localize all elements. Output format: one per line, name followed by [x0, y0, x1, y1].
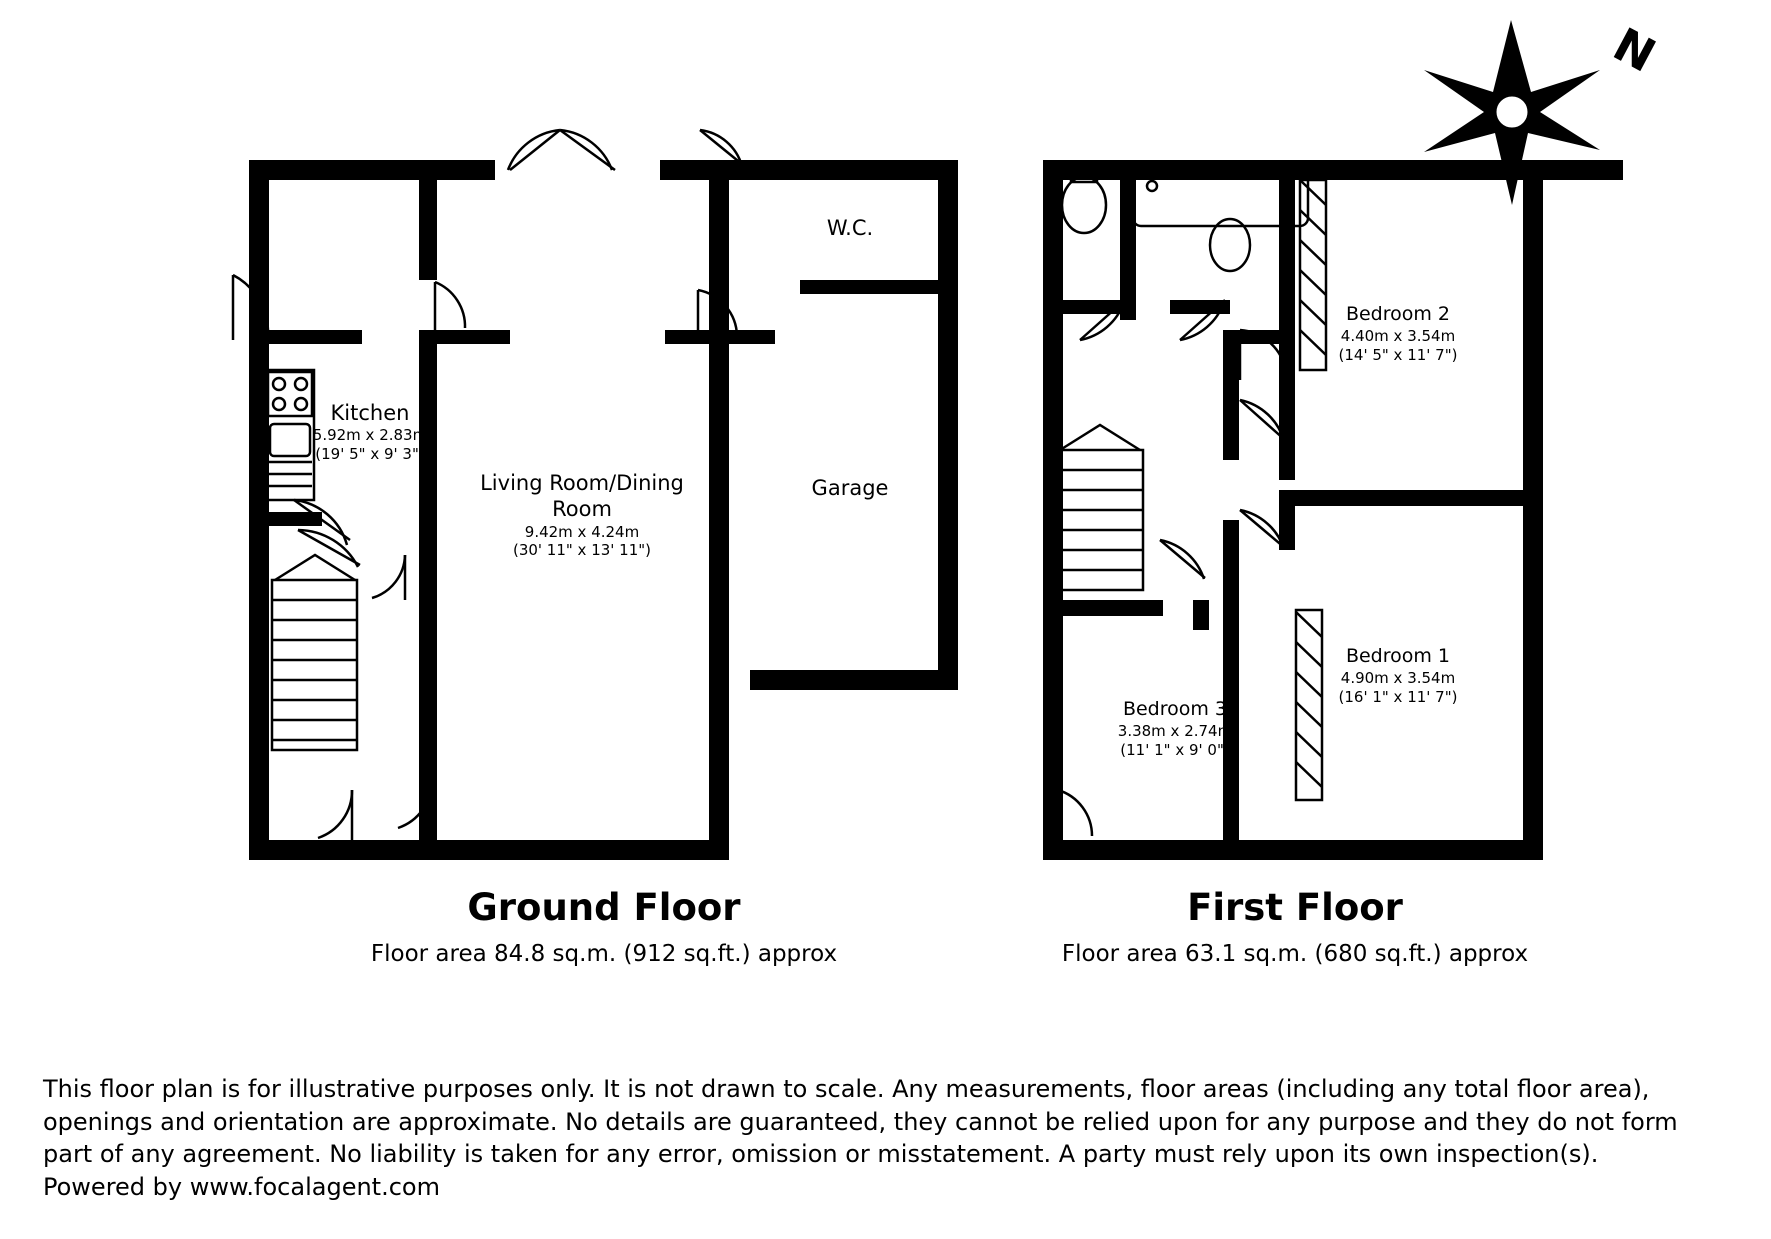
disclaimer-text: This floor plan is for illustrative purposes only. It is not drawn to scale. Any measurements, floor areas (including any total floor area), openings and orientation are approximate. No details are guaranteed, they cannot be relied upon for any purpose and they do not form part of any agreement. No liability is taken for any error, omission or misstatement. A party must rely upon its own inspection(s). — [43, 1075, 1678, 1169]
room-dim-bedroom-3-imperial: (11' 1" x 9' 0") — [1120, 740, 1230, 759]
door-arc-kitchen — [435, 282, 465, 328]
room-dim-living-metric: 9.42m x 4.24m — [524, 522, 640, 541]
disclaimer-block — [43, 1073, 1733, 1204]
door-leaf-lr-top2 — [510, 130, 560, 170]
door-arc-hall-c — [372, 555, 405, 598]
wall-ground-right — [938, 160, 958, 690]
room-label-garage: Garage — [811, 476, 889, 500]
wall-landing-b — [1223, 520, 1239, 860]
toilet-icon — [1062, 177, 1106, 233]
wall-bed3-top — [1043, 600, 1163, 616]
wall-wc-bottom — [665, 330, 775, 344]
room-dim-kitchen-imperial: (19' 5" x 9' 3") — [315, 445, 425, 463]
room-label-bedroom-2: Bedroom 2 — [1345, 303, 1451, 325]
bathroom-fixtures — [1062, 168, 1308, 271]
room-label-living-line1: Living Room/Dining — [480, 471, 684, 495]
wall-kitchen-part-a — [262, 330, 362, 344]
floor-area-first: Floor area 63.1 sq.m. (680 sq.ft.) approx — [1061, 941, 1529, 967]
floor-area-ground: Floor area 84.8 sq.m. (912 sq.ft.) approx — [370, 941, 838, 967]
room-dim-bedroom-2-imperial: (14' 5" x 11' 7") — [1338, 345, 1458, 364]
wall-kitchen-top — [419, 180, 437, 280]
wall-garage-bottom-l — [750, 670, 768, 690]
room-dim-bedroom-3-metric: 3.38m x 2.74m — [1117, 721, 1233, 740]
room-label-bed1-group — [1308, 645, 1488, 706]
room-label-bed3-group — [1085, 698, 1265, 759]
svg-text:N: N — [1604, 17, 1665, 83]
room-label-bed2-group — [1308, 303, 1488, 364]
floor-title-ground: Ground Floor — [467, 886, 741, 929]
room-label-kitchen: Kitchen — [330, 401, 410, 425]
room-dim-bedroom-1-metric: 4.90m x 3.54m — [1340, 668, 1456, 687]
room-label-living-line2: Room — [552, 497, 612, 522]
wall-landing-a — [1223, 330, 1239, 460]
wall-ground-top-b — [660, 160, 780, 180]
door-leaf-bed2b — [1240, 400, 1285, 440]
room-label-bedroom-3: Bedroom 3 — [1122, 698, 1228, 720]
floor-title-first: First Floor — [1187, 886, 1403, 929]
wall-kitchen-part-b — [420, 330, 510, 344]
door-leaf-wc-top — [700, 130, 743, 165]
room-dim-bedroom-1-imperial: (16' 1" x 11' 7") — [1338, 687, 1458, 706]
door-leaf-bed3 — [1160, 540, 1205, 578]
room-label-living-group — [452, 470, 712, 560]
room-dim-kitchen-metric: 5.92m x 2.83m — [312, 426, 428, 445]
room-label-bedroom-1: Bedroom 1 — [1345, 645, 1451, 667]
wall-first-right — [1523, 160, 1543, 860]
room-label-kitchen-group — [255, 400, 485, 464]
compass-north-letter — [1605, 17, 1664, 83]
first-staircase — [1058, 425, 1143, 590]
wall-ground-left — [249, 160, 269, 860]
wall-landing-d — [1193, 600, 1209, 630]
room-dim-bedroom-2-metric: 4.40m x 3.54m — [1340, 326, 1456, 345]
wall-bed1-top — [1279, 490, 1523, 506]
door-arc-bot-a — [318, 790, 352, 838]
door-leaf-bed1 — [1240, 510, 1285, 548]
room-dim-living-imperial: (30' 11" x 13' 11") — [512, 541, 652, 560]
ground-staircase — [272, 555, 357, 750]
door-leaf-lr-top — [560, 130, 615, 170]
bath-plug — [1147, 181, 1157, 191]
door-arc-first-bot — [1058, 790, 1092, 836]
compass-center — [1495, 95, 1529, 129]
wall-ground-top-a — [477, 160, 495, 180]
room-label-wc: W.C. — [826, 216, 874, 240]
wall-wc-right — [800, 280, 940, 294]
wall-living-right — [709, 180, 729, 860]
disclaimer-powered-by: Powered by www.focalagent.com — [43, 1172, 440, 1201]
